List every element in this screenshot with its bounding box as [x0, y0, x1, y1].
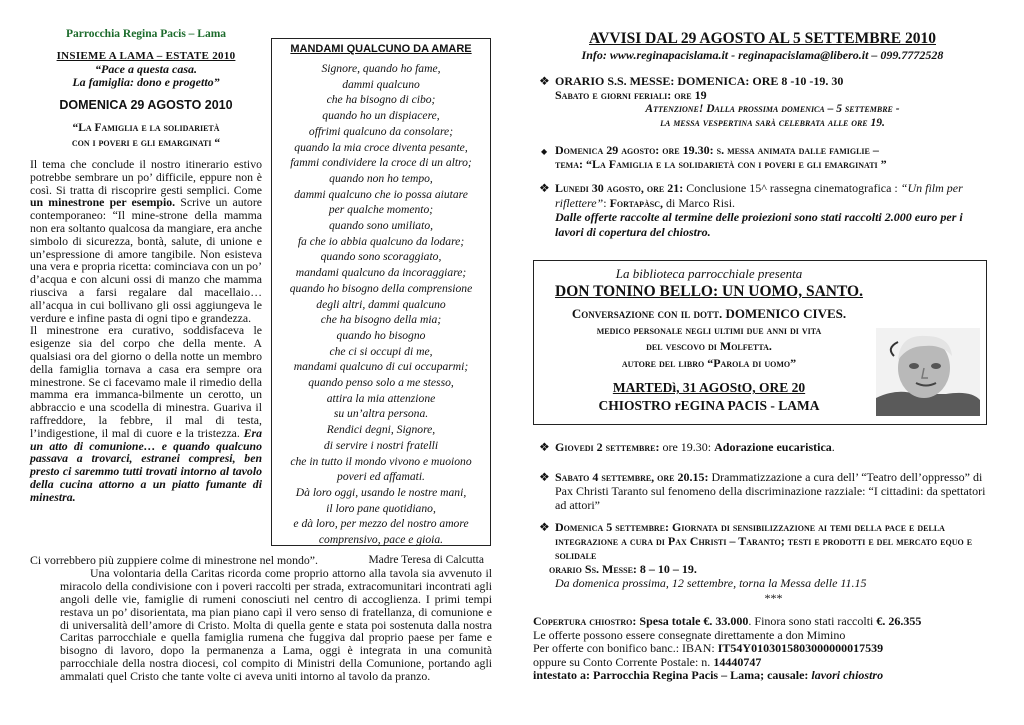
- bullet-icon: ❖: [539, 470, 550, 484]
- library-event-place: CHIOSTRO rEGINA PACIS - LAMA: [598, 398, 820, 413]
- sunday-mass-line-2: tema: “La Famiglia e la solidarietà con i poveri e gli emarginati ”: [555, 157, 887, 171]
- cinema-colon: :: [603, 195, 610, 210]
- mass-schedule-line-1: ORARIO S.S. MESSE: DOMENICA: ORE 8 -10 -19. 30: [555, 74, 844, 88]
- poem-line: quando sono umiliato,: [328, 219, 434, 233]
- funding-line-5: intestato a: Parrocchia Regina Pacis – Lama; causale:: [533, 668, 812, 683]
- article-body: [30, 158, 262, 504]
- poem-line: poveri ed affamati.: [337, 470, 425, 484]
- left-column: [30, 28, 262, 504]
- poem-line: quando ho un dispiacere,: [322, 109, 440, 123]
- poem-line: che ha bisogno della mia;: [320, 313, 442, 327]
- poem-line: quando sono scoraggiato,: [320, 250, 442, 264]
- article-continuation: [30, 553, 492, 684]
- poem-line: Rendici degni, Signore,: [326, 423, 436, 437]
- saturday-text: Drammatizzazione a cura dell’ “Teatro dell’oppresso” di Pax Christi Taranto sul fenomeno della discriminazione razziale: “I cittadini: da spettatori ad attori”: [555, 470, 986, 512]
- poem-line: quando penso solo a me stesso,: [308, 376, 454, 390]
- sunday-5-note: Da domenica prossima, 12 settembre, torna la Messa delle 11.15: [555, 576, 867, 590]
- poem-line: Dà loro oggi, usando le nostre mani,: [295, 485, 467, 499]
- poem-line: e dà loro, per mezzo del nostro amore: [293, 517, 469, 531]
- sunday-5-schedule: orario Ss. Messe: 8 – 10 – 19.: [549, 562, 697, 576]
- thursday-date: Giovedi 2 settembre:: [555, 440, 660, 454]
- funding-mid: . Finora sono stati raccolti: [748, 614, 877, 628]
- cinema-date: Lunedi 30 agosto, ore 21:: [555, 181, 684, 195]
- summer-title: INSIEME A LAMA – ESTATE 2010: [56, 50, 236, 62]
- bullet-icon: ❖: [539, 440, 550, 454]
- contact-info: Info: www.reginapacislama.it - reginapacislama@libero.it – 099.7772528: [581, 48, 944, 62]
- cinema-notice: [539, 181, 993, 239]
- notices-header: [535, 30, 990, 63]
- saturday-date: Sabato 4 settembre, ore 20.15:: [555, 470, 709, 484]
- poem-line: degli altri, dammi qualcuno: [316, 297, 446, 311]
- poem-line: quando ho bisogno: [336, 328, 426, 342]
- cinema-text: Conclusione 15^ rassegna cinematografica :: [683, 181, 901, 195]
- funding-raised: €. 26.355: [876, 614, 922, 628]
- poem-line: dammi qualcuno: [342, 77, 420, 91]
- article-p4: Una volontaria della Caritas ricorda come proprio attorno alla tavola sia avvenuto il miracolo della condivisione con i poveri raccolti per strada, extracomunitari incontrati agli angoli delle vie, famiglie di rumeni conosciuti nel centro di accoglienza. I primi tempi restava un po’ disorientata, ma pian piano capì il vero senso di fratellanza, di comunione e di universalità dell’amore di Cristo. Molta di quella gente e stata poi sostenuta dalla nostra Caritas parrocchiale e quella famiglia rumena che fuggiva dal proprio paese per fame e bisogno di lavoro, dopo la permanenza a Lama, oggi è integrata in una comunità parrocchiale della nostra diocesi, col compito di Ministri della Comunione, portando agli ammalati quel Cristo che tante volte ci aveva uniti intorno al tavolo da pranzo.: [60, 565, 492, 684]
- saturday-notice: [539, 470, 990, 512]
- poem-line: attira la mia attenzione: [326, 391, 436, 405]
- sunday-5-notice: [539, 520, 992, 605]
- notices-title: AVVISI DAL 29 AGOSTO AL 5 SETTEMBRE 2010: [589, 30, 936, 47]
- poem-author: Madre Teresa di Calcutta: [368, 553, 484, 566]
- poem-box: [271, 38, 491, 566]
- poem-line: su un’altra persona.: [333, 407, 429, 421]
- poem-line: il loro pane quotidiano,: [326, 501, 436, 515]
- poem-line: quando la mia croce diventa pesante,: [294, 140, 468, 154]
- iban-value: IT54Y0103015803000000017539: [717, 641, 884, 656]
- poem-line: che in tutto il mondo vivono e muoiono: [290, 454, 472, 468]
- thursday-time: ore 19.30:: [659, 440, 715, 454]
- library-presents: La biblioteca parrocchiale presenta: [615, 266, 803, 281]
- poem-title: MANDAMI QUALCUNO DA AMARE: [290, 43, 472, 55]
- sunday-date: DOMENICA 29 AGOSTO 2010: [59, 98, 233, 112]
- bullet-icon: ❖: [539, 520, 550, 534]
- library-event-title: DON TONINO BELLO: UN UOMO, SANTO.: [555, 283, 863, 300]
- sunday-mass-line-1: Domenica 29 agosto: ore 19.30: s. messa animata dalle famiglie –: [555, 143, 879, 157]
- poem-line: che ha bisogno di cibo;: [326, 93, 436, 107]
- poem-line: per qualche momento;: [328, 203, 434, 217]
- article-p2: Scrive un autore contemporaneo: “Il mine-strone della mamma non era soltanto qualcosa da mangiare, era anche simbolo di sicurezza, bontà, salute, di unione e un’espressione di amore tangibile. Non esisteva una vera e propria ricetta: cominciava con un po’ d’acqua e con alcuni ossi di manzo che mamma riusciva a farsi regalare dal macellaio… all’acqua in cui bollivano gli ossi aggiungeva le verdure e infine pasta di ogni tipo e grandezza.: [30, 195, 262, 325]
- article-p3-bold: Era un atto di comunione… e quando qualcuno passava a trovarci, estranei compresi, ben presto ci saremmo tutti trovati intorno al tavolo della cucina attorno a un piatto fumante di minestra.: [30, 425, 262, 504]
- funding-causale: lavori chiostro: [811, 668, 884, 683]
- library-event-box: [533, 260, 987, 425]
- poem-line: mandami qualcuno da incoraggiare;: [295, 266, 467, 280]
- motto-line-2: La famiglia: dono e progetto”: [72, 75, 220, 89]
- poem-line: che ci si occupi di me,: [329, 344, 433, 358]
- poem-line: quando non ho tempo,: [329, 171, 433, 185]
- funding-line-4: oppure su Conto Corrente Postale: n.: [533, 654, 714, 669]
- poem-line: fa che io abbia qualcuno da lodare;: [297, 234, 465, 248]
- portrait-photo: [876, 328, 980, 416]
- article-p1: Il tema che conclude il nostro itinerario estivo potrebbe sembrare un po’ difficile, eppure non è così. Si tratta di riscoprire gesti semplici. Come: [30, 157, 262, 197]
- funding-line-3: Per offerte con bonifico banc.: IBAN:: [533, 641, 718, 656]
- postal-account: 14440747: [713, 654, 762, 669]
- cinema-director: di Marco Risi.: [663, 195, 736, 210]
- library-conversation: Conversazione con il dott. DOMENICO CIVES.: [571, 306, 847, 321]
- theme-title: [30, 121, 262, 151]
- poem-line: fammi condividere la croce di un altro;: [290, 156, 472, 170]
- funding-label: Copertura chiostro:: [533, 614, 637, 628]
- sunday-5-text: Domenica 5 settembre: Giornata di sensibilizzazione ai temi della pace e della integrazione a cura di Pax Christi – Taranto; testi e prodotti e del mercato equo e solidale: [555, 520, 973, 562]
- article-p3: Il minestrone era curativo, soddisfaceva le esigenze sia del corpo che della mente. A qualsiasi ora del giorno o della notte un membro della famiglia tornava a casa era sempre ora minestrone. Se ci facevamo male il rimedio della mamma era immanca-bilmente un cerotto, un abbraccio e una scodella di minestra. Guariva il raffreddore, la febbre, il mal di testa, l’indigestione, il mal di cuore e la tristezza.: [30, 323, 262, 440]
- mass-schedule-line-2: Sabato e giorni feriali: ore 19: [555, 88, 707, 102]
- poem-lines: [278, 61, 484, 548]
- article-p1-bold: un minestrone per esempio.: [30, 195, 176, 210]
- poem-line: offrimi qualcuno da consolare;: [308, 124, 454, 138]
- bullet-icon: ❖: [539, 181, 550, 195]
- poem-line: mandami qualcuno di cui occuparmi;: [293, 360, 469, 374]
- thursday-event: Adorazione eucaristica: [714, 440, 832, 454]
- poem-line: dammi qualcuno che io possa aiutare: [294, 187, 468, 201]
- library-line-3: del vescovo di Molfetta.: [646, 339, 772, 353]
- funding-total: Spesa totale €. 33.000: [636, 614, 749, 628]
- library-line-2: medico personale negli ultimi due anni di vita: [596, 323, 822, 337]
- separator-stars: ***: [764, 591, 783, 605]
- cloister-funding: [533, 615, 993, 683]
- cinema-tagline: “Un film per riflettere”: [555, 181, 963, 210]
- motto-line-1: “Pace a questa casa.: [95, 62, 197, 76]
- small-bullet-icon: ◆: [541, 147, 548, 156]
- cinema-offerings: Dalle offerte raccolte al termine delle proiezioni sono stati raccolti 2.000 euro per i lavori di copertura del chiostro.: [555, 210, 963, 239]
- sunday-mass-notice: [541, 143, 990, 171]
- mass-schedule: [539, 74, 990, 130]
- poem-line: Signore, quando ho fame,: [321, 62, 441, 75]
- parish-name: Parrocchia Regina Pacis – Lama: [65, 28, 227, 40]
- cinema-film: Fortapàsc,: [609, 195, 664, 210]
- thursday-notice: [539, 440, 990, 454]
- funding-line-2: Le offerte possono essere consegnate direttamente a don Mimino: [533, 627, 846, 642]
- poem-line: comprensivo, pace e gioia.: [318, 533, 444, 547]
- theme-line-2: con i poveri e gli emarginati “: [71, 137, 221, 149]
- library-event-date: MARTEDì, 31 AGOStO, ORE 20: [612, 380, 806, 395]
- attention-line-1: Attenzione! Dalla prossima domenica – 5 settembre -: [645, 103, 900, 115]
- poem-line: quando ho bisogno della comprensione: [289, 281, 473, 295]
- bullet-icon: ❖: [539, 74, 550, 88]
- poem-line: di servire i nostri fratelli: [323, 438, 439, 452]
- theme-line-1: “La Famiglia e la solidarietà: [72, 122, 220, 134]
- library-line-4: autore del libro “Parola di uomo”: [621, 356, 797, 370]
- attention-line-2: la messa vespertina sarà celebrata alle ore 19.: [660, 117, 885, 129]
- thursday-dot: .: [831, 440, 835, 454]
- article-p3-end: Ci vorrebbero più zuppiere colme di minestrone nel mondo”.: [30, 553, 318, 567]
